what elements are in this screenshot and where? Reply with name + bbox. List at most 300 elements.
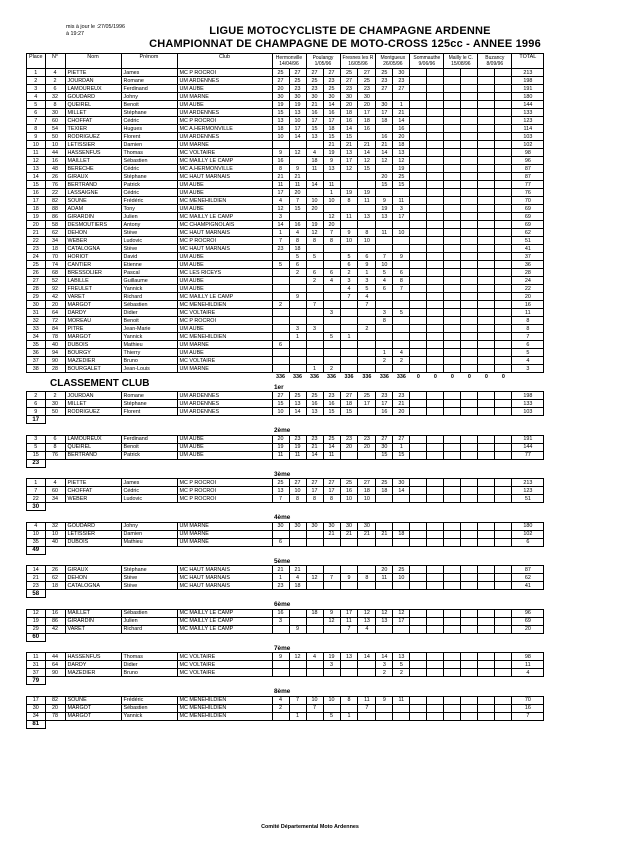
score-cell-empty <box>495 93 512 101</box>
score-cell <box>376 582 393 590</box>
prenom-cell: Romane <box>121 77 177 85</box>
blank <box>27 467 273 479</box>
club-cell: UM MARNE <box>177 530 272 538</box>
place-cell: 35 <box>27 341 46 349</box>
score-cell: 27 <box>358 479 376 487</box>
score-cell <box>340 301 358 309</box>
score-cell: 2 <box>376 357 393 365</box>
number-cell: 54 <box>45 125 65 133</box>
score-cell-empty <box>410 229 427 237</box>
score-cell: 9 <box>272 653 289 661</box>
score-cell: 6 <box>272 538 289 546</box>
prenom-cell: Yannick <box>121 333 177 341</box>
col-race <box>340 54 376 69</box>
place-cell: 9 <box>27 408 46 416</box>
nom-cell: SOUNE <box>65 197 121 205</box>
blank <box>27 511 273 523</box>
score-cell: 3 <box>376 661 393 669</box>
score-cell: 14 <box>376 149 393 157</box>
score-cell-empty <box>461 229 478 237</box>
score-cell <box>393 245 410 253</box>
score-cell: 3 <box>272 213 289 221</box>
number-cell: 86 <box>45 617 65 625</box>
score-cell: 13 <box>393 149 410 157</box>
nom-cell: GOUDARD <box>65 93 121 101</box>
score-cell-empty <box>461 400 478 408</box>
prenom-cell: Mathieu <box>121 538 177 546</box>
score-cell: 13 <box>358 617 376 625</box>
place-cell: 8 <box>27 125 46 133</box>
club-cell: MC MENEHILDIEN <box>177 333 272 341</box>
score-cell: 14 <box>358 149 376 157</box>
nom-cell: VARET <box>65 625 121 633</box>
score-cell: 25 <box>340 479 358 487</box>
prenom-cell: Didier <box>121 661 177 669</box>
score-cell: 30 <box>340 93 358 101</box>
score-cell-empty <box>444 661 461 669</box>
blank <box>45 503 544 511</box>
score-cell-empty <box>427 157 444 165</box>
score-cell: 10 <box>376 261 393 269</box>
score-cell-empty <box>478 301 495 309</box>
score-cell-empty <box>410 125 427 133</box>
score-cell-empty <box>495 661 512 669</box>
score-cell: 4 <box>272 696 289 704</box>
club-total-row <box>27 677 544 685</box>
number-cell: 76 <box>45 181 65 189</box>
score-cell: 19 <box>340 189 358 197</box>
total-cell: 98 <box>512 149 544 157</box>
total-cell: 51 <box>512 237 544 245</box>
score-cell-empty <box>410 245 427 253</box>
score-cell-empty <box>410 566 427 574</box>
place-cell: 23 <box>27 245 46 253</box>
score-cell: 14 <box>323 443 340 451</box>
score-cell: 3 <box>358 277 376 285</box>
table-row <box>27 451 544 459</box>
score-cell: 6 <box>289 261 306 269</box>
score-cell-empty <box>444 566 461 574</box>
score-cell-empty <box>427 365 444 373</box>
score-cell: 11 <box>376 229 393 237</box>
score-cell-empty <box>478 566 495 574</box>
score-cell: 8 <box>323 495 340 503</box>
score-cell-empty <box>495 101 512 109</box>
club-rank-label: 2ème <box>274 427 291 434</box>
score-cell-empty <box>478 325 495 333</box>
score-cell: 18 <box>306 609 323 617</box>
score-cell-empty <box>461 301 478 309</box>
score-cell-empty <box>461 669 478 677</box>
table-row <box>27 574 544 582</box>
place-cell: 10 <box>27 141 46 149</box>
score-cell: 25 <box>306 392 323 400</box>
prenom-cell: Sébastien <box>121 157 177 165</box>
prenom-cell: David <box>121 253 177 261</box>
score-cell-empty <box>427 617 444 625</box>
score-cell: 2 <box>393 357 410 365</box>
score-cell-empty <box>410 213 427 221</box>
score-cell: 4 <box>306 149 323 157</box>
score-cell <box>272 309 289 317</box>
score-cell <box>340 341 358 349</box>
score-cell-empty <box>461 341 478 349</box>
score-cell: 25 <box>393 173 410 181</box>
score-cell-empty <box>410 704 427 712</box>
score-cell <box>323 173 340 181</box>
club-cell: MC P ROCROI <box>177 495 272 503</box>
blank <box>27 598 273 610</box>
total-cell: 96 <box>512 609 544 617</box>
score-cell-empty <box>478 165 495 173</box>
place-cell: 4 <box>27 93 46 101</box>
total-cell: 191 <box>512 85 544 93</box>
score-cell-empty <box>427 245 444 253</box>
score-cell-empty <box>478 181 495 189</box>
club-cell: MC MENEHILDIEN <box>177 696 272 704</box>
score-cell: 18 <box>376 487 393 495</box>
score-cell-empty <box>410 133 427 141</box>
club-cell: MC VOLTAIRE <box>177 653 272 661</box>
score-cell: 4 <box>289 574 306 582</box>
club-cell: MC MAILLY LE CAMP <box>177 609 272 617</box>
score-cell <box>340 704 358 712</box>
score-cell-empty <box>427 349 444 357</box>
club-rank-label: 6ème <box>274 601 291 608</box>
score-cell-empty <box>427 309 444 317</box>
score-cell: 13 <box>376 617 393 625</box>
score-cell: 21 <box>340 141 358 149</box>
place-cell: 12 <box>27 609 46 617</box>
race-date: 9/06/96 <box>418 61 436 67</box>
score-cell-empty <box>410 349 427 357</box>
score-cell-empty <box>478 149 495 157</box>
prenom-cell: Johny <box>121 522 177 530</box>
nom-cell: LAMOUREUX <box>65 85 121 93</box>
score-cell: 23 <box>289 435 306 443</box>
score-cell: 7 <box>323 229 340 237</box>
score-cell <box>393 341 410 349</box>
score-cell: 30 <box>323 522 340 530</box>
col-total: TOTAL <box>512 54 544 69</box>
score-cell <box>358 712 376 720</box>
score-cell-empty <box>444 617 461 625</box>
score-cell <box>340 661 358 669</box>
score-cell: 19 <box>272 101 289 109</box>
score-cell: 5 <box>376 269 393 277</box>
col-race <box>478 54 512 69</box>
nom-cell: ADAM <box>65 205 121 213</box>
score-cell: 21 <box>393 400 410 408</box>
score-cell: 10 <box>323 197 340 205</box>
prenom-cell: Ferdinand <box>121 85 177 93</box>
place-cell: 19 <box>27 213 46 221</box>
place-cell: 33 <box>27 325 46 333</box>
score-cell: 3 <box>340 277 358 285</box>
blank <box>27 685 273 697</box>
score-cell: 21 <box>289 566 306 574</box>
place-cell: 13 <box>27 165 46 173</box>
club-rank-label: 8ème <box>274 688 291 695</box>
score-cell: 23 <box>306 85 323 93</box>
score-cell: 23 <box>358 85 376 93</box>
score-cell-empty <box>461 277 478 285</box>
score-cell: 16 <box>323 400 340 408</box>
score-cell <box>340 365 358 373</box>
score-cell-empty <box>410 301 427 309</box>
prenom-cell: Yannick <box>121 712 177 720</box>
score-cell-empty <box>427 341 444 349</box>
score-cell <box>323 253 340 261</box>
score-cell-empty <box>427 317 444 325</box>
club-rank-row <box>27 554 544 566</box>
number-cell: 26 <box>45 173 65 181</box>
place-cell: 37 <box>27 669 46 677</box>
score-cell: 21 <box>306 443 323 451</box>
score-cell-empty <box>427 333 444 341</box>
score-cell-empty <box>478 487 495 495</box>
race-total-cell: 0 <box>501 373 505 380</box>
club-rank-row <box>27 467 544 479</box>
score-cell <box>289 669 306 677</box>
nom-cell: GIRAUX <box>65 173 121 181</box>
score-cell: 2 <box>272 704 289 712</box>
score-cell: 3 <box>272 617 289 625</box>
club-cell: MC P ROCROI <box>177 317 272 325</box>
club-cell: UM AUBE <box>177 85 272 93</box>
score-cell-empty <box>427 661 444 669</box>
club-cell: UM MARNE <box>177 538 272 546</box>
prenom-cell: Stève <box>121 229 177 237</box>
table-row <box>27 443 544 451</box>
score-cell <box>358 245 376 253</box>
score-cell <box>272 285 289 293</box>
score-cell: 17 <box>289 125 306 133</box>
score-cell-empty <box>410 141 427 149</box>
score-cell-empty <box>478 229 495 237</box>
score-cell: 25 <box>272 69 289 77</box>
number-cell: 60 <box>45 487 65 495</box>
nom-cell: CHOFFAT <box>65 487 121 495</box>
score-cell-empty <box>444 443 461 451</box>
table-row <box>27 341 544 349</box>
nom-cell: BOURGY <box>65 349 121 357</box>
club-cell: UM AUBE <box>177 349 272 357</box>
score-cell-empty <box>461 451 478 459</box>
score-cell: 17 <box>323 487 340 495</box>
score-cell <box>323 205 340 213</box>
score-cell: 11 <box>272 181 289 189</box>
score-cell: 21 <box>340 530 358 538</box>
score-cell <box>323 317 340 325</box>
score-cell-empty <box>410 181 427 189</box>
score-cell: 16 <box>289 221 306 229</box>
score-cell-empty <box>478 653 495 661</box>
score-cell: 11 <box>323 451 340 459</box>
score-cell <box>289 285 306 293</box>
score-cell: 18 <box>358 117 376 125</box>
club-total-cell: 17 <box>27 416 46 424</box>
score-cell <box>376 522 393 530</box>
score-cell <box>376 495 393 503</box>
score-cell-empty <box>495 325 512 333</box>
club-rank-row <box>27 641 544 653</box>
prenom-cell: Bruno <box>121 357 177 365</box>
score-cell-empty <box>495 285 512 293</box>
table-row <box>27 277 544 285</box>
score-cell: 19 <box>376 205 393 213</box>
score-cell: 14 <box>289 133 306 141</box>
score-cell <box>289 301 306 309</box>
total-cell: 7 <box>512 333 544 341</box>
score-cell <box>289 530 306 538</box>
score-cell-empty <box>461 197 478 205</box>
score-cell <box>306 309 323 317</box>
total-cell: 8 <box>512 317 544 325</box>
total-cell: 198 <box>512 77 544 85</box>
club-cell: UM MARNE <box>177 93 272 101</box>
score-cell-empty <box>461 443 478 451</box>
score-cell: 7 <box>272 495 289 503</box>
score-cell: 13 <box>393 653 410 661</box>
score-cell: 11 <box>272 451 289 459</box>
number-cell: 8 <box>45 443 65 451</box>
score-cell-empty <box>444 141 461 149</box>
score-cell-empty <box>444 333 461 341</box>
score-cell: 1 <box>376 349 393 357</box>
score-cell-empty <box>478 530 495 538</box>
place-cell: 30 <box>27 704 46 712</box>
table-row <box>27 141 544 149</box>
table-row <box>27 669 544 677</box>
score-cell: 27 <box>289 69 306 77</box>
score-cell: 27 <box>306 69 323 77</box>
nom-cell: HORIOT <box>65 253 121 261</box>
table-row <box>27 696 544 704</box>
prenom-cell: Guillaume <box>121 277 177 285</box>
prenom-cell: Sébastien <box>121 301 177 309</box>
score-cell-empty <box>427 221 444 229</box>
score-cell-empty <box>427 325 444 333</box>
score-cell: 10 <box>358 237 376 245</box>
club-cell: MC HAUT MARNAIS <box>177 566 272 574</box>
score-cell-empty <box>495 408 512 416</box>
score-cell <box>289 157 306 165</box>
score-cell-empty <box>444 213 461 221</box>
score-cell: 7 <box>340 293 358 301</box>
score-cell <box>306 173 323 181</box>
place-cell: 7 <box>27 117 46 125</box>
score-cell-empty <box>444 341 461 349</box>
score-cell <box>306 293 323 301</box>
score-cell <box>323 582 340 590</box>
score-cell: 12 <box>306 574 323 582</box>
score-cell <box>358 317 376 325</box>
score-cell: 25 <box>376 69 393 77</box>
score-cell-empty <box>478 479 495 487</box>
number-cell: 42 <box>45 293 65 301</box>
score-cell: 20 <box>376 173 393 181</box>
score-cell-empty <box>495 197 512 205</box>
score-cell <box>358 181 376 189</box>
col-race <box>376 54 410 69</box>
score-cell-empty <box>427 582 444 590</box>
score-cell-empty <box>427 609 444 617</box>
score-cell-empty <box>444 582 461 590</box>
score-cell <box>306 245 323 253</box>
score-cell: 10 <box>306 696 323 704</box>
blank <box>45 677 544 685</box>
score-cell-empty <box>410 669 427 677</box>
score-cell: 8 <box>272 165 289 173</box>
place-cell: 1 <box>27 479 46 487</box>
score-cell-empty <box>461 141 478 149</box>
score-cell: 10 <box>393 229 410 237</box>
place-cell: 5 <box>27 101 46 109</box>
score-cell-empty <box>495 574 512 582</box>
score-cell: 30 <box>393 479 410 487</box>
score-cell <box>289 277 306 285</box>
score-cell-empty <box>495 617 512 625</box>
score-cell-empty <box>444 408 461 416</box>
score-cell-empty <box>427 213 444 221</box>
score-cell: 10 <box>393 574 410 582</box>
score-cell-empty <box>461 149 478 157</box>
score-cell-empty <box>461 293 478 301</box>
score-cell-empty <box>461 704 478 712</box>
score-cell <box>376 125 393 133</box>
club-cell: MC HAUT MARNAIS <box>177 229 272 237</box>
prenom-cell: Patrick <box>121 181 177 189</box>
club-cell: MC P ROCROI <box>177 69 272 77</box>
score-cell: 14 <box>376 653 393 661</box>
score-cell-empty <box>427 261 444 269</box>
score-cell: 4 <box>306 653 323 661</box>
total-cell: 96 <box>512 157 544 165</box>
score-cell-empty <box>495 125 512 133</box>
score-cell-empty <box>461 582 478 590</box>
score-cell-empty <box>495 213 512 221</box>
score-cell: 21 <box>358 530 376 538</box>
club-cell: MC VOLTAIRE <box>177 149 272 157</box>
update-stamp <box>66 24 125 38</box>
score-cell <box>376 93 393 101</box>
score-cell-empty <box>427 435 444 443</box>
score-cell: 18 <box>289 582 306 590</box>
score-cell <box>306 617 323 625</box>
nom-cell: MARGOT <box>65 712 121 720</box>
score-cell-empty <box>410 522 427 530</box>
club-rank-label: 4ème <box>274 514 291 521</box>
score-cell <box>393 625 410 633</box>
number-cell: 52 <box>45 277 65 285</box>
table-row <box>27 582 544 590</box>
score-cell: 20 <box>376 566 393 574</box>
score-cell: 9 <box>289 293 306 301</box>
total-cell: 62 <box>512 229 544 237</box>
nom-cell: CANTIER <box>65 261 121 269</box>
score-cell: 17 <box>393 617 410 625</box>
score-cell <box>323 538 340 546</box>
score-cell: 19 <box>289 101 306 109</box>
score-cell: 1 <box>272 229 289 237</box>
club-cell: MC MAILLY LE CAMP <box>177 213 272 221</box>
score-cell-empty <box>461 133 478 141</box>
place-cell: 6 <box>27 400 46 408</box>
score-cell: 23 <box>340 85 358 93</box>
number-cell: 74 <box>45 261 65 269</box>
total-cell: 102 <box>512 530 544 538</box>
